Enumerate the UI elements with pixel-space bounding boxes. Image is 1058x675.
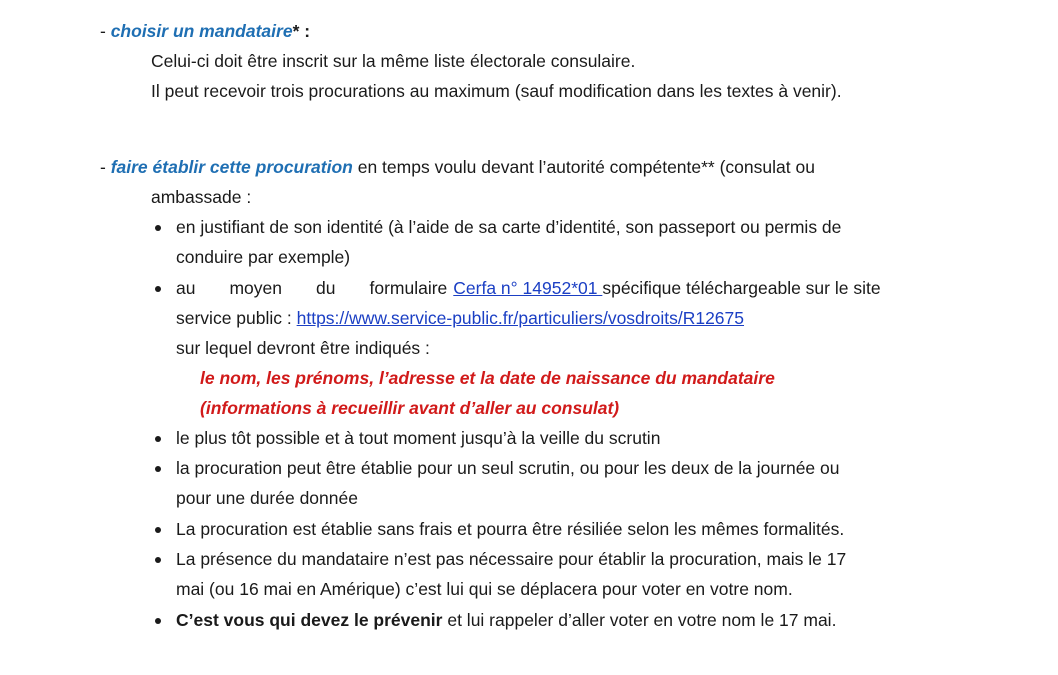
bullet2-word: moyen xyxy=(229,278,282,298)
bullet2-red-line1: le nom, les prénoms, l’adresse et la date de naissance du mandataire xyxy=(200,368,775,388)
bullet4-line1: la procuration peut être établie pour un seul scrutin, ou pour les deux de la journée ou xyxy=(176,458,840,478)
bullet-dot xyxy=(155,286,161,292)
section1-heading: choisir un mandataire xyxy=(110,21,293,41)
section2-heading-rest: en temps voulu devant l’autorité compétente** (consulat ou xyxy=(352,157,815,177)
section2-heading-line xyxy=(100,156,815,178)
bullet-dot xyxy=(155,225,161,231)
bullet2-red-line2: (informations à recueillir avant d’aller au consulat) xyxy=(200,398,620,418)
bullet2-word: au xyxy=(176,278,196,298)
bullet1-line2: conduire par exemple) xyxy=(176,247,351,267)
section1-line-2: Il peut recevoir trois procurations au maximum (sauf modification dans les textes à venir). xyxy=(151,81,842,101)
service-public-url-link[interactable]: https://www.service-public.fr/particuliers/vosdroits/R12675 xyxy=(296,308,745,328)
bullet3-line: le plus tôt possible et à tout moment jusqu’à la veille du scrutin xyxy=(176,428,661,448)
bullet5-line: La procuration est établie sans frais et pourra être résiliée selon les mêmes formalités. xyxy=(176,519,845,539)
bullet6-line1: La présence du mandataire n’est pas nécessaire pour établir la procuration, mais le 17 xyxy=(176,549,847,569)
section1-heading-suffix: * : xyxy=(292,21,311,41)
bullet2-word: formulaire xyxy=(369,278,448,298)
section1-heading-line xyxy=(100,20,310,42)
bullet-dot xyxy=(155,466,161,472)
cerfa-link[interactable]: Cerfa n° 14952*01 xyxy=(453,278,603,298)
bullet7-rest: et lui rappeler d’aller voter en votre nom le 17 mai. xyxy=(442,610,837,630)
section2-heading: faire établir cette procuration xyxy=(110,157,353,177)
bullet-dot xyxy=(155,436,161,442)
bullet4-line2: pour une durée donnée xyxy=(176,488,358,508)
bullet-dot xyxy=(155,618,161,624)
section2-dash: - xyxy=(100,157,111,177)
section1-dash: - xyxy=(100,21,111,41)
bullet2-line1 xyxy=(176,277,881,299)
bullet2-line2-prefix: service public : xyxy=(176,308,297,328)
bullet2-line2 xyxy=(176,307,744,329)
bullet6-line2: mai (ou 16 mai en Amérique) c’est lui qui se déplacera pour voter en votre nom. xyxy=(176,579,793,599)
bullet1-line1: en justifiant de son identité (à l’aide de sa carte d’identité, son passeport ou permis de xyxy=(176,217,842,237)
bullet7-line xyxy=(176,609,836,631)
bullet-dot xyxy=(155,527,161,533)
bullet2-word: du xyxy=(316,278,336,298)
section2-continuation: ambassade : xyxy=(151,187,252,207)
bullet2-line3: sur lequel devront être indiqués : xyxy=(176,338,430,358)
bullet7-bold: C’est vous qui devez le prévenir xyxy=(176,610,443,630)
bullet-dot xyxy=(155,557,161,563)
bullet2-rest: spécifique téléchargeable sur le site xyxy=(602,278,881,298)
section1-line-1: Celui-ci doit être inscrit sur la même liste électorale consulaire. xyxy=(151,51,636,71)
